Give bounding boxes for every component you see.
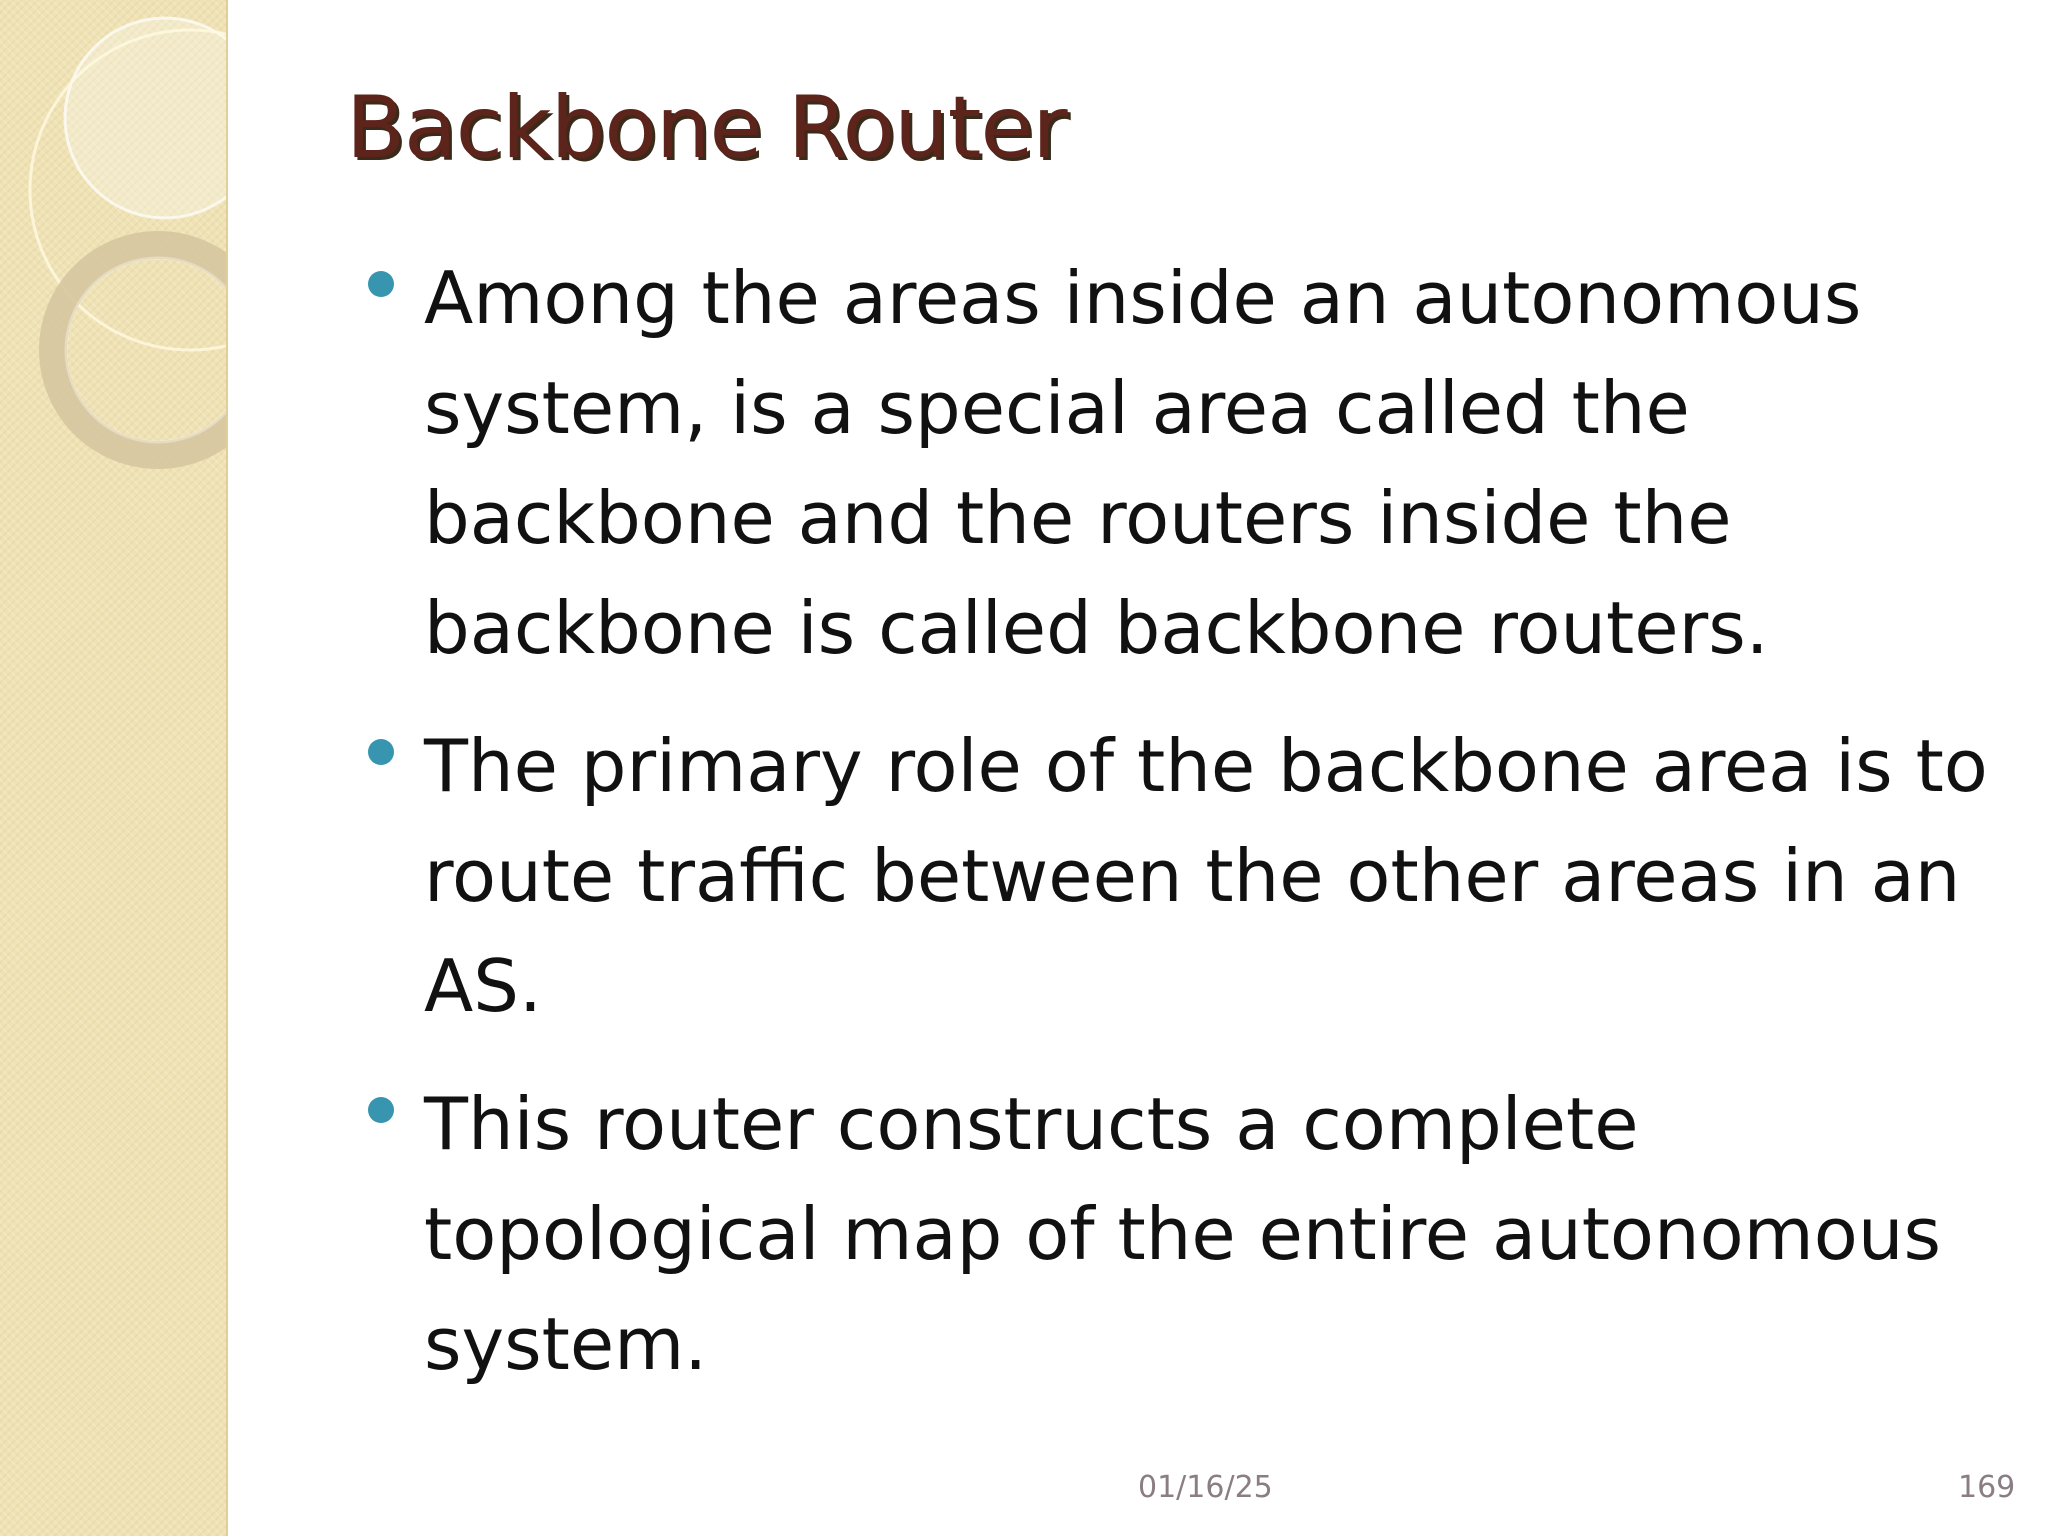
bullet-text: This router constructs a complete topological map of the entire autonomous system. bbox=[424, 1082, 1941, 1386]
bullet-dot-icon bbox=[368, 271, 394, 297]
page-number: 169 bbox=[1958, 1470, 2016, 1505]
bullet-text: The primary role of the backbone area is to route traffic between the other areas in an AS. bbox=[424, 724, 1988, 1028]
footer-date: 01/16/25 bbox=[1138, 1470, 1273, 1505]
decorative-sidebar bbox=[0, 0, 228, 1536]
bullet-dot-icon bbox=[368, 1097, 394, 1123]
bullet-dot-icon bbox=[368, 739, 394, 765]
bullet-list bbox=[358, 243, 1998, 1427]
bullet-item bbox=[358, 243, 1998, 683]
decorative-circles-graphic bbox=[0, 0, 226, 1536]
bullet-item bbox=[358, 1069, 1998, 1399]
bullet-item bbox=[358, 711, 1998, 1041]
bullet-text: Among the areas inside an autonomous system, is a special area called the backbone and the routers inside the backbone is called backbone routers. bbox=[424, 256, 1862, 670]
slide-title: Backbone Router bbox=[346, 78, 1067, 178]
